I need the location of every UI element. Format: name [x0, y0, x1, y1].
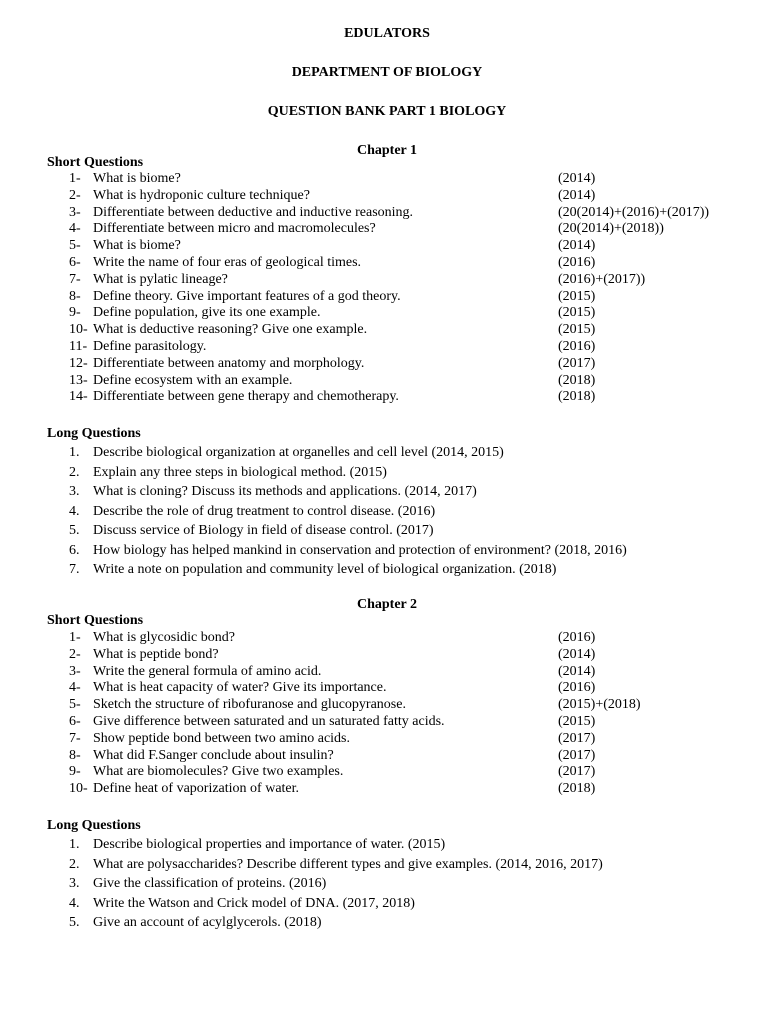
long-question-number: 2.: [69, 856, 80, 872]
short-question-item: [0, 731, 768, 748]
long-question-text: Describe biological properties and importance of water. (2015): [93, 837, 446, 852]
long-question-number: 1.: [69, 445, 80, 460]
long-question-item: [0, 541, 768, 561]
short-question-year: (2015): [558, 305, 596, 321]
long-question-number: 3.: [69, 876, 80, 891]
short-question-text: Show peptide bond between two amino acids.: [93, 730, 351, 746]
chapter-1-short-questions-label: Short Questions: [47, 155, 144, 170]
long-question-number: 7.: [69, 562, 80, 577]
short-question-item: [0, 255, 768, 272]
short-question-year: (2014): [558, 187, 596, 203]
short-question-year: (20(2014)+(2018)): [558, 221, 664, 237]
short-question-number: 12-: [69, 355, 88, 371]
page-title: QUESTION BANK PART 1 BIOLOGY: [267, 104, 507, 119]
long-question-item: [0, 835, 768, 855]
long-question-number: 3.: [69, 484, 80, 499]
short-question-number: 13-: [69, 372, 88, 388]
short-question-item: [0, 305, 768, 322]
long-question-item: [0, 443, 768, 463]
short-question-year: (2014): [558, 646, 596, 662]
short-question-item: [0, 238, 768, 255]
short-question-year: (2016)+(2017)): [558, 271, 646, 287]
short-question-number: 8-: [69, 288, 81, 304]
short-question-number: 2-: [69, 187, 81, 203]
short-question-item: [0, 171, 768, 188]
short-question-text: Define heat of vaporization of water.: [93, 781, 300, 797]
short-question-number: 5-: [69, 238, 81, 254]
short-question-number: 7-: [69, 271, 81, 287]
short-question-text: What are biomolecules? Give two examples.: [93, 764, 344, 780]
short-question-year: (2014): [558, 238, 596, 254]
short-question-year: (20(2014)+(2016)+(2017)): [558, 204, 710, 220]
short-question-text: Define ecosystem with an example.: [93, 372, 293, 388]
short-question-text: What is deductive reasoning? Give one example.: [93, 322, 368, 338]
long-question-item: [0, 894, 768, 914]
short-question-item: [0, 356, 768, 373]
short-question-year: (2017): [558, 764, 596, 780]
long-question-item: [0, 560, 768, 580]
short-question-number: 10-: [69, 781, 88, 797]
department-title: DEPARTMENT OF BIOLOGY: [291, 65, 483, 80]
chapter-2-long-questions-label: Long Questions: [47, 818, 141, 833]
short-question-number: 1-: [69, 630, 81, 645]
short-question-number: 14-: [69, 389, 88, 405]
short-question-item: [0, 714, 768, 731]
short-question-year: (2017): [558, 747, 596, 763]
long-question-item: [0, 463, 768, 483]
short-question-text: Differentiate between micro and macromolecules?: [93, 221, 376, 237]
short-question-item: [0, 188, 768, 205]
short-question-item: [0, 748, 768, 765]
long-question-number: 6.: [69, 542, 80, 558]
chapter-2-heading: Chapter 2: [356, 597, 418, 612]
chapter-1-short-questions-list: [0, 171, 768, 406]
short-question-item: [0, 272, 768, 289]
short-question-year: (2016): [558, 338, 596, 354]
short-question-number: 9-: [69, 764, 81, 780]
short-question-year: (2017): [558, 730, 596, 746]
short-question-item: [0, 647, 768, 664]
short-question-item: [0, 289, 768, 306]
short-question-number: 6-: [69, 713, 81, 729]
short-question-number: 9-: [69, 305, 81, 321]
short-question-text: Give difference between saturated and un saturated fatty acids.: [93, 713, 445, 729]
short-question-number: 4-: [69, 680, 81, 696]
short-question-text: What is biome?: [93, 238, 181, 254]
short-question-year: (2018): [558, 372, 596, 388]
short-question-item: [0, 781, 768, 798]
short-question-number: 7-: [69, 730, 81, 746]
short-question-year: (2018): [558, 781, 596, 797]
long-question-text: What are polysaccharides? Describe different types and give examples. (2014, 2016, 2017): [93, 856, 603, 872]
short-question-item: [0, 664, 768, 681]
short-question-text: What is hydroponic culture technique?: [93, 187, 310, 203]
long-question-text: Write a note on population and community level of biological organization. (2018): [93, 562, 557, 577]
short-question-text: What is biome?: [93, 171, 181, 186]
short-question-number: 3-: [69, 204, 81, 220]
short-question-text: Define theory. Give important features of a god theory.: [93, 288, 401, 304]
long-question-item: [0, 502, 768, 522]
short-question-number: 4-: [69, 221, 81, 237]
short-question-number: 8-: [69, 747, 81, 763]
short-question-number: 3-: [69, 663, 81, 679]
short-question-item: [0, 221, 768, 238]
short-question-number: 5-: [69, 697, 81, 713]
short-question-item: [0, 764, 768, 781]
short-question-text: Write the name of four eras of geological times.: [93, 254, 362, 270]
long-question-number: 1.: [69, 837, 80, 852]
short-question-text: What is glycosidic bond?: [93, 630, 235, 645]
chapter-1-long-questions-list: [0, 443, 768, 580]
chapter-1-long-questions-label: Long Questions: [47, 426, 141, 441]
short-question-item: [0, 373, 768, 390]
short-question-number: 2-: [69, 646, 81, 662]
short-question-text: What is pylatic lineage?: [93, 271, 228, 287]
short-question-year: (2014): [558, 171, 596, 186]
short-question-year: (2015): [558, 288, 596, 304]
short-question-text: Differentiate between gene therapy and chemotherapy.: [93, 389, 399, 405]
long-question-item: [0, 874, 768, 894]
long-question-text: How biology has helped mankind in conservation and protection of environment? (2018, 2016): [93, 542, 627, 558]
long-question-number: 4.: [69, 503, 80, 519]
short-question-text: Define parasitology.: [93, 338, 207, 354]
chapter-2-short-questions-label: Short Questions: [47, 613, 144, 628]
short-question-item: [0, 630, 768, 647]
short-question-number: 11-: [69, 338, 88, 354]
short-question-text: What is peptide bond?: [93, 646, 219, 662]
short-question-text: Differentiate between anatomy and morphology.: [93, 355, 365, 371]
long-question-number: 5.: [69, 915, 80, 930]
short-question-number: 6-: [69, 254, 81, 270]
long-question-text: Describe the role of drug treatment to control disease. (2016): [93, 503, 436, 519]
long-question-text: Discuss service of Biology in field of disease control. (2017): [93, 523, 434, 538]
short-question-item: [0, 680, 768, 697]
short-question-year: (2015): [558, 322, 596, 338]
long-question-item: [0, 482, 768, 502]
short-question-year: (2018): [558, 389, 596, 405]
long-question-item: [0, 521, 768, 541]
short-question-year: (2016): [558, 630, 596, 645]
chapter-1-heading: Chapter 1: [356, 143, 418, 158]
short-question-item: [0, 339, 768, 356]
short-question-year: (2016): [558, 680, 596, 696]
long-question-text: Explain any three steps in biological method. (2015): [93, 464, 387, 480]
long-question-item: [0, 913, 768, 933]
short-question-text: Differentiate between deductive and inductive reasoning.: [93, 204, 414, 220]
short-question-number: 1-: [69, 171, 81, 186]
long-question-text: Describe biological organization at organelles and cell level (2014, 2015): [93, 445, 504, 460]
short-question-text: Sketch the structure of ribofuranose and glucopyranose.: [93, 697, 406, 713]
short-question-year: (2016): [558, 254, 596, 270]
short-question-year: (2015): [558, 713, 596, 729]
short-question-item: [0, 697, 768, 714]
org-title: EDULATORS: [344, 26, 430, 41]
short-question-text: What is heat capacity of water? Give its importance.: [93, 680, 387, 696]
long-question-text: What is cloning? Discuss its methods and applications. (2014, 2017): [93, 484, 477, 499]
long-question-text: Give the classification of proteins. (2016): [93, 876, 327, 891]
long-question-item: [0, 855, 768, 875]
long-question-number: 2.: [69, 464, 80, 480]
short-question-year: (2014): [558, 663, 596, 679]
long-question-text: Give an account of acylglycerols. (2018): [93, 915, 322, 930]
short-question-text: Define population, give its one example.: [93, 305, 321, 321]
short-question-year: (2015)+(2018): [558, 697, 641, 713]
long-question-number: 4.: [69, 895, 80, 911]
short-question-text: Write the general formula of amino acid.: [93, 663, 322, 679]
short-question-item: [0, 389, 768, 406]
short-question-item: [0, 205, 768, 222]
short-question-number: 10-: [69, 322, 88, 338]
short-question-text: What did F.Sanger conclude about insulin?: [93, 747, 334, 763]
chapter-2-short-questions-list: [0, 630, 768, 798]
short-question-item: [0, 322, 768, 339]
short-question-year: (2017): [558, 355, 596, 371]
long-question-text: Write the Watson and Crick model of DNA. (2017, 2018): [93, 895, 415, 911]
long-question-number: 5.: [69, 523, 80, 538]
chapter-2-long-questions-list: [0, 835, 768, 933]
